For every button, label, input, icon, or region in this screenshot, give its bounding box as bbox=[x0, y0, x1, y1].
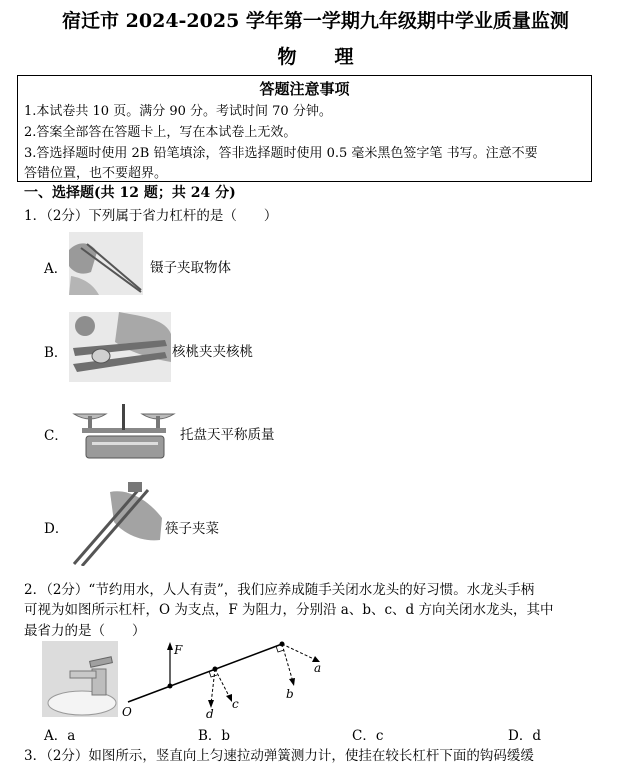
q1-option-a-label: A． bbox=[44, 261, 68, 277]
label-d: d bbox=[206, 707, 214, 720]
notice-line-2: 2.答案全部答在答题卡上，写在本试卷上无效。 bbox=[24, 125, 297, 140]
q2-option-a-text: a bbox=[67, 728, 76, 744]
question-2-stem-line-2: 可视为如图所示杠杆，O 为支点，F 为阻力，分别沿 a、b、c、d 方向关闭水龙头，其中 bbox=[24, 602, 554, 618]
q1-option-c-label: C． bbox=[44, 428, 68, 444]
faucet-image bbox=[42, 641, 118, 717]
q2-option-d bbox=[508, 724, 541, 744]
question-3-stem: 3．（2分）如图所示，竖直向上匀速拉动弹簧测力计，使挂在较长杠杆下面的钩码缓缓 bbox=[24, 748, 534, 764]
notice-box bbox=[17, 75, 592, 182]
subject-title: 物 理 bbox=[277, 46, 354, 68]
q1-option-d-text: 筷子夹菜 bbox=[165, 521, 219, 537]
q2-option-c-label: C． bbox=[352, 728, 376, 744]
notice-line-3: 3.答选择题时使用 2B 铅笔填涂，答非选择题时使用 0.5 毫米黑色签字笔 书写。注意不要 bbox=[24, 146, 538, 161]
label-F: F bbox=[174, 643, 183, 657]
label-a: a bbox=[314, 661, 322, 675]
q1-option-c-text: 托盘天平称质量 bbox=[180, 427, 275, 443]
notice-heading: 答题注意事项 bbox=[259, 80, 350, 98]
question-2-stem-line-1: 2．（2分）“节约用水，人人有责”，我们应养成随手关闭水龙头的好习惯。水龙头手柄 bbox=[24, 582, 535, 598]
chopsticks-image bbox=[70, 482, 164, 566]
label-O: O bbox=[122, 705, 132, 719]
notice-line-4: 答错位置，也不要超界。 bbox=[24, 166, 168, 181]
balance-scale-image bbox=[72, 400, 176, 464]
nutcracker-image bbox=[69, 312, 171, 382]
q2-option-b-text: b bbox=[221, 728, 231, 744]
tweezers-image bbox=[69, 232, 143, 295]
label-b: b bbox=[286, 687, 294, 701]
q1-option-b-text: 核桃夹夹核桃 bbox=[172, 344, 253, 360]
question-2-stem-line-3: 最省力的是（ ） bbox=[24, 623, 146, 639]
question-1-stem: 1．（2分）下列属于省力杠杆的是（ ） bbox=[24, 208, 278, 224]
exam-title: 宿迁市 2024-2025 学年第一学期九年级期中学业质量监测 bbox=[62, 10, 569, 32]
q2-option-c bbox=[352, 724, 383, 744]
section-heading: 一、选择题(共 12 题；共 24 分) bbox=[24, 185, 236, 201]
q2-option-b-label: B． bbox=[198, 728, 222, 744]
q2-option-d-label: D． bbox=[508, 728, 533, 744]
q1-option-b-label: B． bbox=[44, 345, 68, 361]
q1-option-d-label: D． bbox=[44, 521, 69, 537]
q2-option-a bbox=[44, 724, 75, 744]
lever-diagram bbox=[118, 636, 338, 720]
q2-option-c-text: c bbox=[375, 728, 384, 744]
q2-option-d-text: d bbox=[532, 728, 541, 744]
q1-option-a-text: 镊子夹取物体 bbox=[150, 260, 231, 276]
label-c: c bbox=[232, 697, 239, 711]
q2-option-b bbox=[198, 724, 230, 744]
notice-line-1: 1.本试卷共 10 页。满分 90 分。考试时间 70 分钟。 bbox=[24, 104, 332, 119]
q2-option-a-label: A． bbox=[44, 728, 68, 744]
